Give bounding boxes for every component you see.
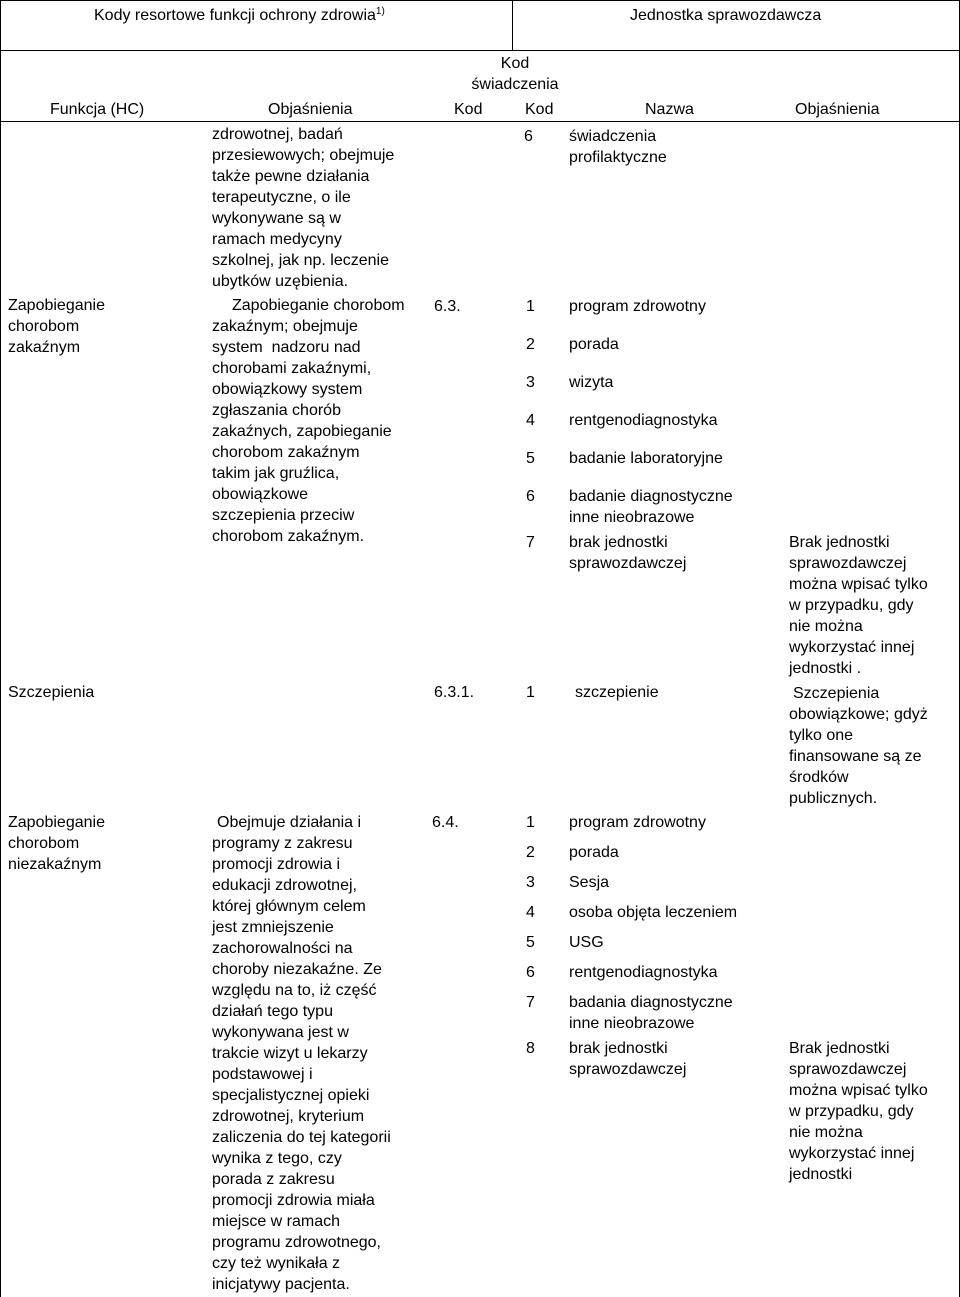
zakazne-item-name <box>569 532 686 574</box>
zakazne-item-name: wizyta <box>569 374 614 391</box>
zakazne-item-code: 2 <box>526 336 535 353</box>
expl-line: zdrowotnej, badań <box>212 126 343 143</box>
expl-line: Obejmuje działania i <box>217 814 362 831</box>
niezakazne-item-code: 6 <box>526 964 535 981</box>
szczepienia-item-code: 1 <box>526 684 535 701</box>
niezakazne-item-name: porada <box>569 844 619 861</box>
zakazne-item-code: 7 <box>526 534 535 551</box>
column-header-kod-1: Kod <box>454 101 483 118</box>
zakazne-item-name: porada <box>569 336 619 353</box>
expl-line: choroby niezakaźne. Ze <box>212 961 382 978</box>
niezakazne-item-name <box>569 1038 686 1080</box>
zakazne-item-name: badanie laboratoryjne <box>569 450 723 467</box>
expl-line: wykonywane są w <box>212 210 341 227</box>
note-line: jednostki . <box>789 660 862 677</box>
note-line: w przypadku, gdy <box>789 597 914 614</box>
szczepienia-code: 6.3.1. <box>434 684 475 701</box>
niezakazne-item-name: Sesja <box>569 874 610 891</box>
expl-line: zdrowotnej, kryterium <box>212 1108 365 1125</box>
niezakazne-item-name: osoba objęta leczeniem <box>569 904 738 921</box>
niezakazne-item-code: 8 <box>526 1040 535 1057</box>
column-header-objasnienia: Objaśnienia <box>268 101 353 118</box>
note-line: sprawozdawczej <box>789 1061 907 1078</box>
expl-line: ubytków uzębienia. <box>212 273 349 290</box>
expl-line: zakaźnych, zapobieganie <box>212 423 392 440</box>
niezakazne-item-code: 7 <box>526 994 535 1011</box>
function-line: chorobom <box>8 318 80 335</box>
note-line: wykorzystać innej <box>789 639 915 656</box>
note-line: środków <box>789 769 849 786</box>
note-line: Szczepienia <box>793 685 880 702</box>
szczepienia-note <box>789 683 928 809</box>
footnote-mark: 1) <box>375 6 385 17</box>
niezakazne-code: 6.4. <box>432 814 459 831</box>
note-line: Brak jednostki <box>789 534 890 551</box>
zakazne-item-code: 4 <box>526 412 535 429</box>
note-line: nie można <box>789 618 863 635</box>
table-border-top <box>0 0 960 1</box>
note-line: można wpisać tylko <box>789 576 928 593</box>
note-line: nie można <box>789 1124 863 1141</box>
niezakazne-explanation <box>212 812 391 1295</box>
note-line: publicznych. <box>789 790 878 807</box>
expl-line: zgłaszania chorób <box>212 402 341 419</box>
expl-line: chorobom zakaźnym <box>212 444 360 461</box>
kod-swiadczenia-line-1: Kod <box>500 55 530 72</box>
expl-line: podstawowej i <box>212 1066 313 1083</box>
zakazne-explanation <box>212 295 405 547</box>
niezakazne-item-name <box>569 992 733 1034</box>
expl-line: system nadzoru nad <box>212 339 361 356</box>
expl-line: edukacji zdrowotnej, <box>212 877 357 894</box>
expl-line: zachorowalności na <box>212 940 353 957</box>
expl-line: wykonywana jest w <box>212 1024 349 1041</box>
zakazne-item-name: program zdrowotny <box>569 298 706 315</box>
zakazne-item-code: 6 <box>526 488 535 505</box>
expl-line: szczepienia przeciw <box>212 507 355 524</box>
expl-line: względu na to, iż część <box>212 982 377 999</box>
expl-line: ramach medycyny <box>212 231 342 248</box>
note-line: sprawozdawczej <box>789 555 907 572</box>
zakazne-item-name: rentgenodiagnostyka <box>569 412 718 429</box>
column-header-objasnienia-2: Objaśnienia <box>795 101 880 118</box>
szczepienia-item-name: szczepienie <box>575 684 659 701</box>
niezakazne-item-code: 2 <box>526 844 535 861</box>
name-line: inne nieobrazowe <box>569 509 695 526</box>
zakazne-item-code: 3 <box>526 374 535 391</box>
niezakazne-item-code: 1 <box>526 814 535 831</box>
expl-line: której głównym celem <box>212 898 366 915</box>
expl-line: chorobami zakaźnymi, <box>212 360 372 377</box>
expl-line: szkolnej, jak np. leczenie <box>212 252 389 269</box>
name-line: profilaktyczne <box>569 149 667 166</box>
niezakazne-item-name: USG <box>569 934 604 951</box>
expl-line: porada z zakresu <box>212 1171 335 1188</box>
expl-line: obowiązkowe <box>212 486 309 503</box>
expl-line: przesiewowych; obejmuje <box>212 147 395 164</box>
header-divider <box>0 50 960 51</box>
name-line: sprawozdawczej <box>569 1061 687 1078</box>
expl-line: trakcie wizyt u lekarzy <box>212 1045 368 1062</box>
column-header-funkcja: Funkcja (HC) <box>50 101 145 118</box>
expl-line: miejsce w ramach <box>212 1213 341 1230</box>
note-line: można wpisać tylko <box>789 1082 928 1099</box>
top-item-name <box>569 126 667 168</box>
niezakazne-item-name: rentgenodiagnostyka <box>569 964 718 981</box>
note-line: obowiązkowe; gdyż <box>789 706 928 723</box>
niezakazne-item-name: program zdrowotny <box>569 814 706 831</box>
zakazne-item-name <box>569 486 733 528</box>
name-line: brak jednostki <box>569 534 668 551</box>
header-separator <box>512 0 513 50</box>
kod-swiadczenia-line-2: świadczenia <box>471 76 559 93</box>
note-line: finansowane są ze <box>789 748 922 765</box>
name-line: badania diagnostyczne <box>569 994 733 1011</box>
expl-line: zaliczenia do tej kategorii <box>212 1129 391 1146</box>
note-line: tylko one <box>789 727 854 744</box>
expl-line: programu zdrowotnego, <box>212 1234 381 1251</box>
kod-swiadczenia-label <box>430 53 600 95</box>
header-left-title <box>94 5 385 26</box>
note-line: w przypadku, gdy <box>789 1103 914 1120</box>
function-line: chorobom <box>8 835 80 852</box>
function-line: niezakaźnym <box>8 856 102 873</box>
expl-line: wynika z tego, czy <box>212 1150 342 1167</box>
expl-line: działań tego typu <box>212 1003 333 1020</box>
top-item-code: 6 <box>524 128 533 145</box>
expl-line: programy z zakresu <box>212 835 353 852</box>
expl-line: inicjatywy pacjenta. <box>212 1276 350 1293</box>
name-line: sprawozdawczej <box>569 555 687 572</box>
header-left-title-text: Kody resortowe funkcji ochrony zdrowia <box>94 7 376 24</box>
column-header-divider <box>0 121 960 122</box>
expl-line: specjalistycznej opieki <box>212 1087 370 1104</box>
niezakazne-function <box>8 812 105 875</box>
szczepienia-function: Szczepienia <box>8 684 95 701</box>
table-border-left <box>0 0 1 1297</box>
name-line: świadczenia <box>569 128 657 145</box>
expl-line: takim jak gruźlica, <box>212 465 340 482</box>
zakazne-function <box>8 295 105 358</box>
niezakazne-item-code: 5 <box>526 934 535 951</box>
note-line: Brak jednostki <box>789 1040 890 1057</box>
function-line: zakaźnym <box>8 339 81 356</box>
expl-line: jest zmniejszenie <box>212 919 334 936</box>
expl-line: chorobom zakaźnym. <box>212 528 365 545</box>
zakazne-note <box>789 532 928 679</box>
function-line: Zapobieganie <box>8 297 105 314</box>
header-right-title: Jednostka sprawozdawcza <box>630 7 822 24</box>
niezakazne-item-code: 4 <box>526 904 535 921</box>
expl-line: promocji zdrowia miała <box>212 1192 375 1209</box>
expl-line: promocji zdrowia i <box>212 856 341 873</box>
name-line: badanie diagnostyczne <box>569 488 733 505</box>
top-explanation <box>212 124 394 292</box>
function-line: Zapobieganie <box>8 814 105 831</box>
zakazne-item-code: 5 <box>526 450 535 467</box>
zakazne-code: 6.3. <box>434 298 461 315</box>
zakazne-item-code: 1 <box>526 298 535 315</box>
expl-line: zakaźnym; obejmuje <box>212 318 358 335</box>
name-line: inne nieobrazowe <box>569 1015 695 1032</box>
column-header-kod-2: Kod <box>525 101 554 118</box>
niezakazne-note <box>789 1038 928 1185</box>
name-line: brak jednostki <box>569 1040 668 1057</box>
column-header-nazwa: Nazwa <box>645 101 694 118</box>
expl-line: terapeutyczne, o ile <box>212 189 351 206</box>
expl-line: czy też wynikała z <box>212 1255 341 1272</box>
expl-line: także pewne działania <box>212 168 370 185</box>
expl-line: obowiązkowy system <box>212 381 363 398</box>
expl-line: Zapobieganie chorobom <box>232 297 405 314</box>
note-line: jednostki <box>789 1166 853 1183</box>
niezakazne-item-code: 3 <box>526 874 535 891</box>
note-line: wykorzystać innej <box>789 1145 915 1162</box>
